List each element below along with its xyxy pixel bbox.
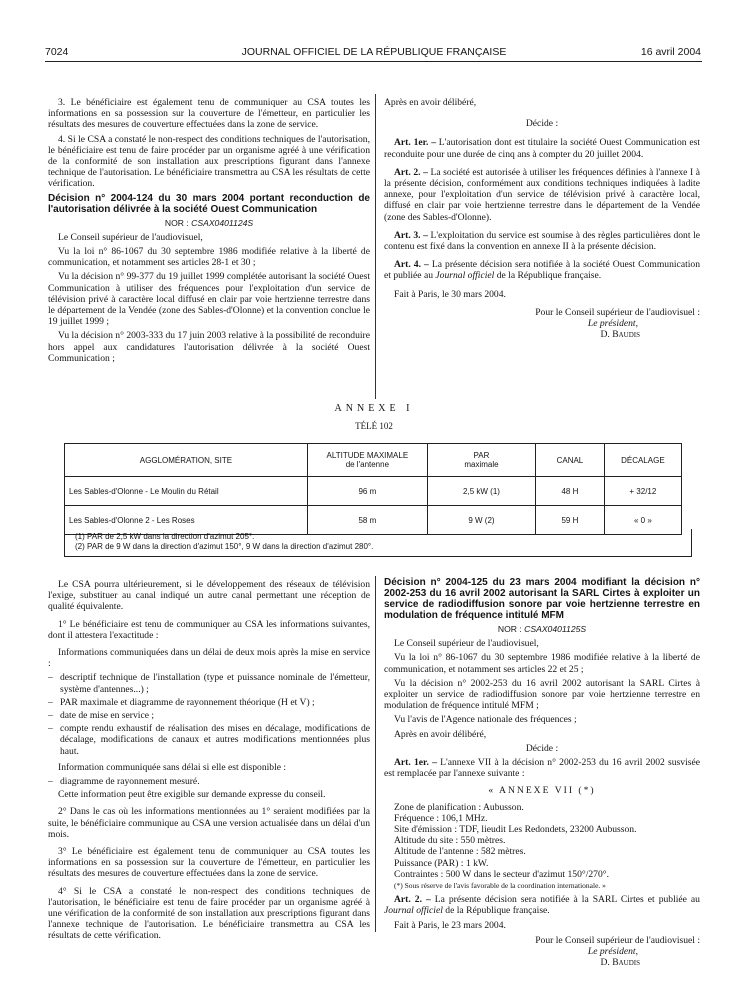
info-list xyxy=(48,776,370,787)
paragraph: Vu la décision n° 99-377 du 19 juillet 1999 complétée autorisant la société Ouest Communication à utiliser des fréquences pour l'exploitation d'un service de télévision privé à caractère local diffusé en clair par voie hertzienne terrestre dans le département de la Vendée (zone des Sables-d'Olonne) et la convention conclue le 19 juillet 1999 ; xyxy=(48,271,370,328)
article-4: Art. 4. – La présente décision sera notifiée à la société Ouest Communication et publiée au Journal officiel de la République française. xyxy=(384,259,701,282)
nor-label: NOR : xyxy=(497,624,522,634)
frequency-table xyxy=(64,443,682,535)
page-number: 7024 xyxy=(45,46,69,58)
signature-line: Pour le Conseil supérieur de l'audiovisuel : xyxy=(535,934,700,946)
list-item: – PAR maximale et diagramme de rayonnement théorique (H et V) ; xyxy=(48,697,370,708)
paragraph: Cette information peut être exigible sur demande expresse du conseil. xyxy=(58,789,326,801)
cell-par: 2,5 kW (1) xyxy=(427,477,535,506)
journal-title: JOURNAL OFFICIEL DE LA RÉPUBLIQUE FRANÇAISE xyxy=(241,46,507,58)
annex-line: Puissance (PAR) : 1 kW. xyxy=(394,857,489,869)
top-left-column xyxy=(48,97,370,367)
signature-role: Le président, xyxy=(587,318,638,330)
cell-decalage: « 0 » xyxy=(604,506,681,535)
paragraph: Information communiquée sans délai si elle est disponible : xyxy=(58,761,287,773)
table-note: (2) PAR de 9 W dans la direction d'azimut 150°, 9 W dans la direction d'azimut 280°. xyxy=(75,542,374,551)
list-item: – date de mise en service ; xyxy=(48,710,370,721)
annex-line: Site d'émission : TDF, lieudit Les Redondets, 23200 Aubusson. xyxy=(394,824,637,836)
article-2: Art. 2. – La société est autorisée à utiliser les fréquences définies à l'annexe I à la présente décision, conformément aux conditions techniques indiquées à ladite annexe, pour l'exploitation d'un service de télévision privé à caractère local, diffusé en clair par voie hertzienne terrestre dans le département de la Vendée (zone des Sables-d'Olonne). xyxy=(384,166,700,223)
column-divider xyxy=(375,94,376,399)
signature-role: Le président, xyxy=(587,946,638,958)
table-note: (1) PAR de 2,5 kW dans la direction d'azimut 205°. xyxy=(75,532,255,541)
list-item: – descriptif technique de l'installation (type et puissance nominale de l'émetteur, système d'antennes...) ; xyxy=(48,672,370,694)
paragraph: Vu la loi n° 86-1067 du 30 septembre 1986 modifiée relative à la liberté de communication, et notamment ses articles 28-1 et 30 ; xyxy=(48,246,370,269)
annex-line: Zone de planification : Aubusson. xyxy=(394,801,524,813)
bottom-right-column xyxy=(384,577,700,968)
paragraph: 1° Le bénéficiaire est tenu de communiquer au CSA les informations suivantes, dont il attestera l'exactitude : xyxy=(48,618,370,641)
info-list xyxy=(48,672,370,756)
signature-name: D. Baudis xyxy=(600,329,640,341)
paragraph: Informations communiquées dans un délai de deux mois après la mise en service : xyxy=(48,647,370,670)
paragraph: Vu la décision n° 2002-253 du 16 avril 2002 autorisant la SARL Cirtes à exploiter un service de radiodiffusion sonore par voie hertzienne terrestre en modulation de fréquence intitulé MFM ; xyxy=(384,677,700,712)
nor-label: NOR : xyxy=(164,217,189,228)
paragraph: 3. Le bénéficiaire est également tenu de communiquer au CSA toutes les informations en sa possession sur la couverture de l'émetteur, en particulier les résultats des mesures de couverture effectuées dans la zone de service. xyxy=(48,97,370,131)
cell-decalage: + 32/12 xyxy=(604,477,681,506)
issue-date: 16 avril 2004 xyxy=(640,46,701,58)
signature-line: Pour le Conseil supérieur de l'audiovisuel : xyxy=(535,306,700,318)
paragraph: Après en avoir délibéré, xyxy=(394,728,487,740)
paragraph: Après en avoir délibéré, xyxy=(384,97,477,108)
annex-subtitle: TÉLÉ 102 xyxy=(355,421,393,431)
cell-altitude: 58 m xyxy=(307,506,427,535)
signature-date: Fait à Paris, le 23 mars 2004. xyxy=(394,919,506,931)
paragraph: Le Conseil supérieur de l'audiovisuel, xyxy=(58,231,203,243)
decide-heading: Décide : xyxy=(525,742,559,754)
bottom-left-column xyxy=(48,579,370,945)
list-item: – diagramme de rayonnement mesuré. xyxy=(48,776,370,787)
signature-date: Fait à Paris, le 30 mars 2004. xyxy=(394,288,506,300)
paragraph: Vu la décision n° 2003-333 du 17 juin 2003 relative à la possibilité de reconduire hors appel aux candidatures l'autorisation délivrée à la société Ouest Communication ; xyxy=(48,330,370,364)
paragraph: Le CSA pourra ultérieurement, si le développement des réseaux de télévision l'exige, substituer au canal indiqué un autre canal permettant une réception de qualité équivalente. xyxy=(48,579,370,613)
table-notes xyxy=(64,529,692,557)
article-3: Art. 3. – L'exploitation du service est soumise à des règles particulières dont le contenu est fixé dans la convention en annexe II à la présente décision. xyxy=(384,229,701,253)
paragraph: Vu la loi n° 86-1067 du 30 septembre 1986 modifiée relative à la liberté de communication, et notamment ses articles 22 et 25 ; xyxy=(384,652,700,675)
cell-par: 9 W (2) xyxy=(427,506,535,535)
col-site: AGGLOMÉRATION, SITE xyxy=(65,444,308,477)
annex-line: Altitude de l'antenne : 582 mètres. xyxy=(394,846,526,858)
paragraph: 4. Si le CSA a constaté le non-respect des conditions techniques de l'autorisation, le bénéficiaire est tenu de faire procéder par un organisme agréé à une vérification de la conformité de son installation aux prescriptions figurant dans l'annexe technique de l'autorisation. Le bénéficiaire transmettra au CSA les résultats de cette vérification. xyxy=(48,133,370,190)
table-row xyxy=(65,477,682,506)
nor-reference xyxy=(384,624,700,635)
paragraph: Le Conseil supérieur de l'audiovisuel, xyxy=(394,638,539,650)
annex-footnote: (*) Sous réserve de l'avis favorable de la coordination internationale. » xyxy=(394,881,606,891)
col-par: PAR maximale xyxy=(427,444,535,477)
cell-altitude: 96 m xyxy=(307,477,427,506)
column-divider xyxy=(375,576,376,932)
cell-canal: 48 H xyxy=(536,477,605,506)
signature-name: D. Baudis xyxy=(600,957,640,969)
paragraph: 2° Dans le cas où les informations mentionnées au 1° seraient modifiées par la suite, le bénéficiaire communique au CSA une version actualisée dans un délai d'un mois. xyxy=(48,806,370,840)
col-altitude: ALTITUDE MAXIMALE de l'antenne xyxy=(307,444,427,477)
decision-title: Décision n° 2004-124 du 30 mars 2004 portant reconduction de l'autorisation délivrée à la société Ouest Communication xyxy=(48,192,370,215)
annex-line: Contraintes : 500 W dans le secteur d'azimut 150°/270°. xyxy=(394,868,610,880)
paragraph: 3° Le bénéficiaire est également tenu de communiquer au CSA toutes les informations en sa possession sur la couverture de l'émetteur, en particulier les résultats des mesures de couverture effectuées dans la zone de service. xyxy=(48,846,370,880)
annex-line: Altitude du site : 550 mètres. xyxy=(394,835,506,847)
paragraph: 4° Si le CSA a constaté le non-respect des conditions techniques de l'autorisation, le bénéficiaire est tenu de faire procéder par un organisme agréé à une vérification de la conformité de son installation aux prescriptions figurant dans l'annexe technique de l'autorisation. Le bénéficiaire transmettra au CSA les résultats de cette vérification. xyxy=(48,885,370,942)
decision-title: Décision n° 2004-125 du 23 mars 2004 modifiant la décision n° 2002-253 du 16 avril 2002 autorisant la SARL Cirtes à exploiter un service de radiodiffusion sonore par voie hertzienne terrestre en modulation de fréquence intitulé MFM xyxy=(384,577,700,621)
col-canal: CANAL xyxy=(536,444,605,477)
cell-site: Les Sables-d'Olonne 2 - Les Roses xyxy=(65,506,308,535)
annex-vii-title: « ANNEXE VII (*) xyxy=(488,785,596,797)
nor-reference xyxy=(48,218,370,229)
paragraph: Vu l'avis de l'Agence nationale des fréquences ; xyxy=(394,714,577,726)
col-decalage: DÉCALAGE xyxy=(604,444,681,477)
nor-value: CSAX0401125S xyxy=(524,624,587,634)
decide-heading: Décide : xyxy=(525,118,559,130)
article-1: Art. 1er. – L'annexe VII à la décision n° 2002-253 du 16 avril 2002 susvisée est remplacée par l'annexe suivante : xyxy=(384,757,700,780)
nor-value: CSAX0401124S xyxy=(191,217,254,228)
article-2: Art. 2. – La présente décision sera notifiée à la SARL Cirtes et publiée au Journal officiel de la République française. xyxy=(384,894,700,917)
annex-title: ANNEXE I xyxy=(334,403,414,414)
annex-line: Fréquence : 106,1 MHz. xyxy=(394,812,488,824)
list-item: – compte rendu exhaustif de réalisation des mises en décalage, modifications de décalage, modifications de canaux et autres modifications mentionnées plus haut. xyxy=(48,723,370,757)
cell-site: Les Sables-d'Olonne - Le Moulin du Rétail xyxy=(65,477,308,506)
top-right-column xyxy=(384,97,700,340)
header-rule xyxy=(45,61,702,62)
cell-canal: 59 H xyxy=(536,506,605,535)
table-header-row xyxy=(65,444,682,477)
article-1: Art. 1er. – L'autorisation dont est titulaire la société Ouest Communication est reconduite pour une durée de cinq ans à compter du 20 juillet 2004. xyxy=(384,137,700,160)
